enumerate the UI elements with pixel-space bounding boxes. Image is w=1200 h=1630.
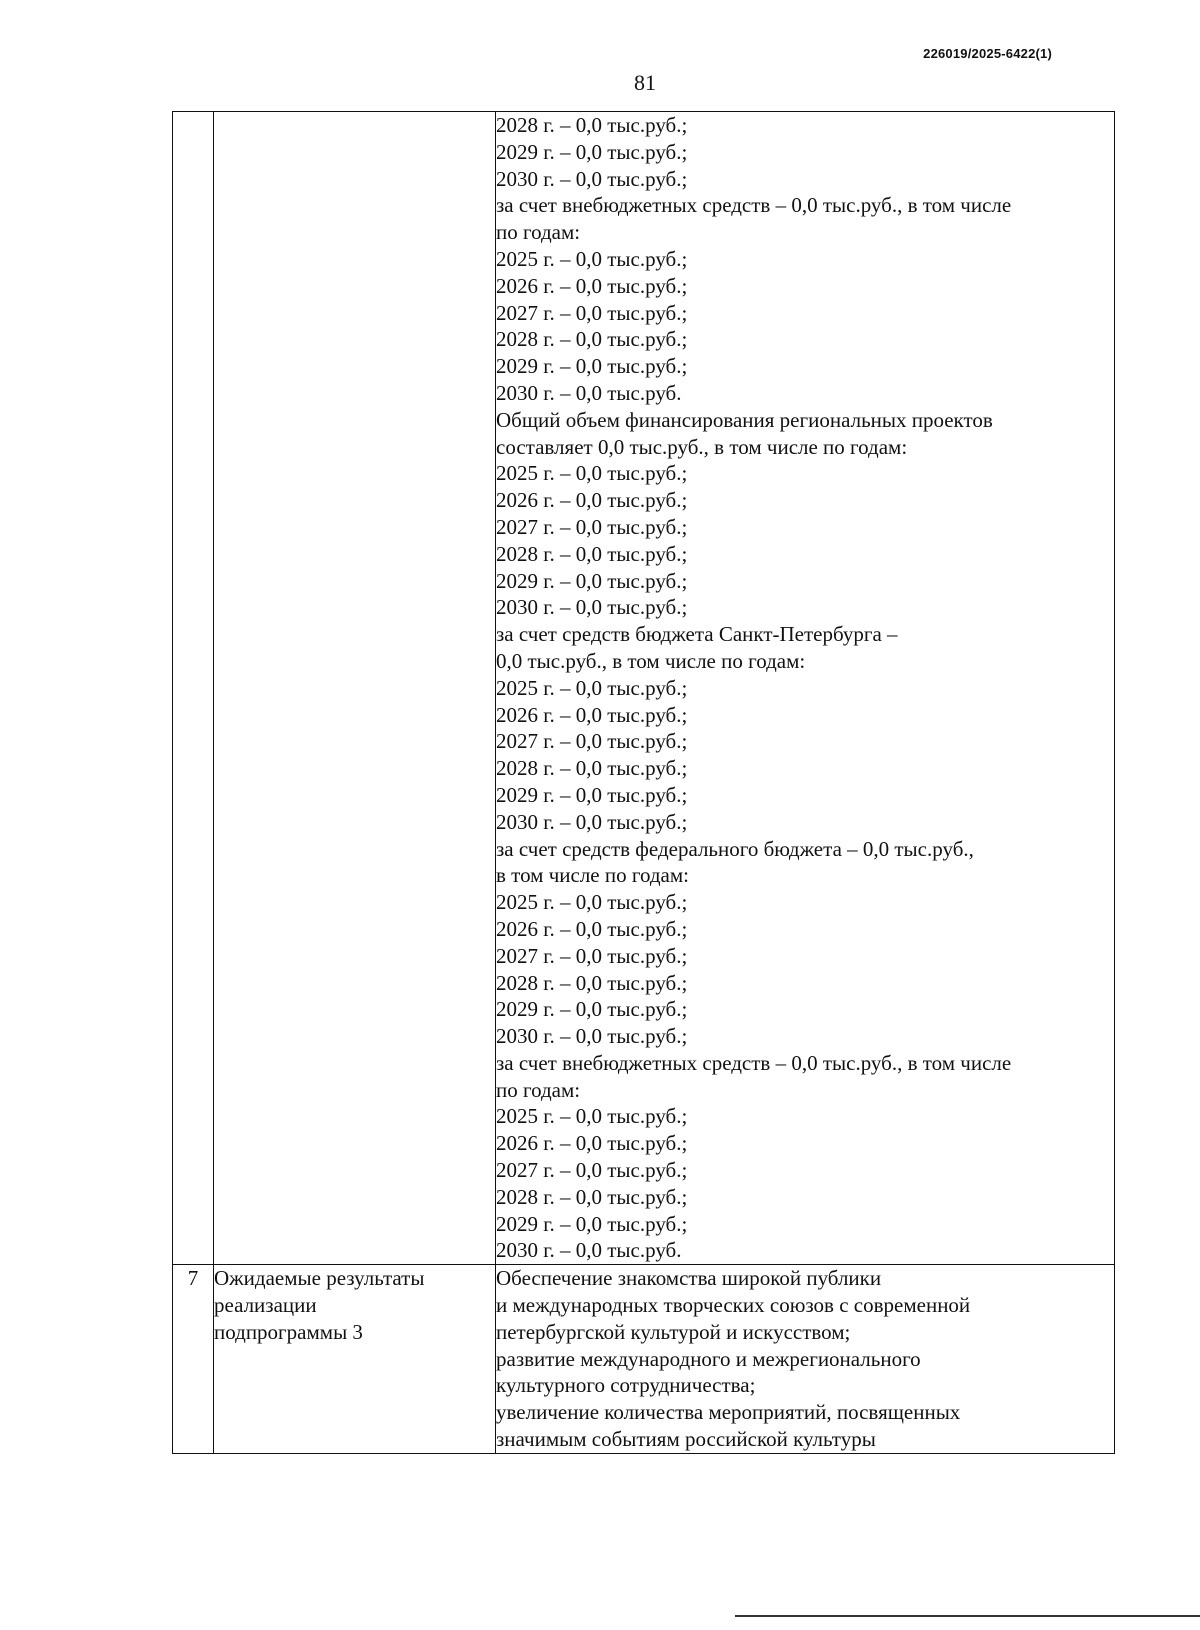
text-line: 2025 г. – 0,0 тыс.руб.;	[496, 675, 688, 700]
text-line: реализации	[214, 1293, 317, 1318]
text-line: 2028 г. – 0,0 тыс.руб.;	[496, 1184, 688, 1209]
passport-table	[172, 111, 1115, 1454]
text-line: 2026 г. – 0,0 тыс.руб.;	[496, 273, 688, 298]
text-line: 2029 г. – 0,0 тыс.руб.;	[496, 782, 688, 807]
text-line: по годам:	[496, 1077, 581, 1102]
bottom-divider	[735, 1615, 1200, 1617]
text-line: 2027 г. – 0,0 тыс.руб.;	[496, 729, 688, 754]
text-line: составляет 0,0 тыс.руб., в том числе по годам:	[496, 434, 908, 459]
text-line: 2028 г. – 0,0 тыс.руб.;	[496, 756, 688, 781]
text-line: 2030 г. – 0,0 тыс.руб.	[496, 380, 682, 405]
text-line: за счет средств федерального бюджета – 0,0 тыс.руб.,	[496, 836, 974, 861]
text-line: 2027 г. – 0,0 тыс.руб.;	[496, 943, 688, 968]
text-line: 2025 г. – 0,0 тыс.руб.;	[496, 461, 688, 486]
table-row-financing-continued	[173, 112, 1115, 1265]
text-line: 0,0 тыс.руб., в том числе по годам:	[496, 648, 806, 673]
text-line: 2028 г. – 0,0 тыс.руб.;	[496, 541, 688, 566]
text-line: за счет внебюджетных средств – 0,0 тыс.руб., в том числе	[496, 193, 1012, 218]
text-line: в том числе по годам:	[496, 863, 689, 888]
text-line: 2030 г. – 0,0 тыс.руб.;	[496, 809, 688, 834]
text-line: 2027 г. – 0,0 тыс.руб.;	[496, 300, 688, 325]
text-line: 2028 г. – 0,0 тыс.руб.;	[496, 970, 688, 995]
text-line: 2029 г. – 0,0 тыс.руб.;	[496, 354, 688, 379]
text-line: по годам:	[496, 220, 581, 245]
text-line: 2029 г. – 0,0 тыс.руб.;	[496, 568, 688, 593]
text-line: за счет средств бюджета Санкт-Петербурга –	[496, 622, 898, 647]
text-line: культурного сотрудничества;	[496, 1373, 756, 1398]
document-number: 226019/2025-6422(1)	[923, 46, 1052, 61]
expected-results-content-cell	[496, 1265, 1115, 1454]
page-number: 81	[634, 70, 656, 95]
text-line: 2030 г. – 0,0 тыс.руб.;	[496, 1024, 688, 1049]
text-line: 2030 г. – 0,0 тыс.руб.;	[496, 595, 688, 620]
text-line: подпрограммы 3	[214, 1319, 363, 1344]
text-line: 2027 г. – 0,0 тыс.руб.;	[496, 514, 688, 539]
financing-content-cell	[496, 112, 1115, 1265]
text-line: Ожидаемые результаты	[214, 1266, 425, 1291]
text-line: 2030 г. – 0,0 тыс.руб.	[496, 1238, 682, 1263]
text-line: 2028 г. – 0,0 тыс.руб.;	[496, 327, 688, 352]
text-line: развитие международного и межрегионального	[496, 1346, 921, 1371]
text-line: значимым событиям российской культуры	[496, 1427, 876, 1452]
text-line: 2025 г. – 0,0 тыс.руб.;	[496, 246, 688, 271]
text-line: 2029 г. – 0,0 тыс.руб.;	[496, 139, 688, 164]
row-number-cell	[173, 112, 214, 1265]
text-line: 2029 г. – 0,0 тыс.руб.;	[496, 997, 688, 1022]
text-line: 2030 г. – 0,0 тыс.руб.;	[496, 166, 688, 191]
text-line: 2025 г. – 0,0 тыс.руб.;	[496, 1104, 688, 1129]
text-line: и международных творческих союзов с современной	[496, 1293, 971, 1318]
text-line: Обеспечение знакомства широкой публики	[496, 1266, 882, 1291]
text-line: 2028 г. – 0,0 тыс.руб.;	[496, 113, 688, 137]
table-row-expected-results	[173, 1265, 1115, 1454]
text-line: 2026 г. – 0,0 тыс.руб.;	[496, 916, 688, 941]
row-number-cell: 7	[173, 1265, 214, 1454]
text-line: Общий объем финансирования региональных проектов	[496, 407, 993, 432]
text-line: увеличение количества мероприятий, посвященных	[496, 1400, 961, 1425]
row-label-cell	[214, 1265, 496, 1454]
text-line: 2026 г. – 0,0 тыс.руб.;	[496, 1131, 688, 1156]
text-line: 2029 г. – 0,0 тыс.руб.;	[496, 1211, 688, 1236]
text-line: 2027 г. – 0,0 тыс.руб.;	[496, 1158, 688, 1183]
text-line: 2025 г. – 0,0 тыс.руб.;	[496, 890, 688, 915]
text-line: петербургской культурой и искусством;	[496, 1319, 851, 1344]
text-line: за счет внебюджетных средств – 0,0 тыс.руб., в том числе	[496, 1050, 1012, 1075]
text-line: 2026 г. – 0,0 тыс.руб.;	[496, 488, 688, 513]
row-label-cell	[214, 112, 496, 1265]
text-line: 2026 г. – 0,0 тыс.руб.;	[496, 702, 688, 727]
